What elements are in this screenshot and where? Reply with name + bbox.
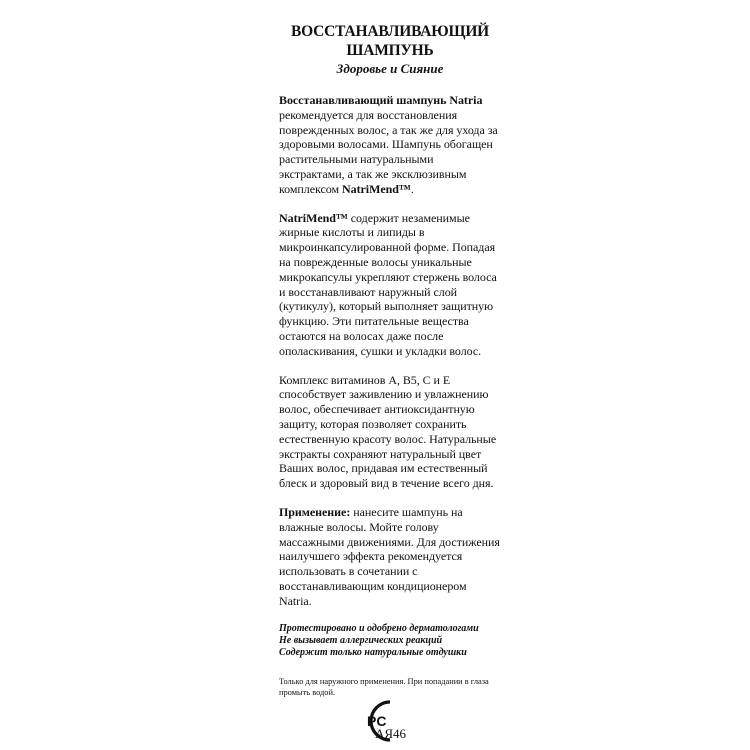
intro-text: рекомендуется для восстановления поврежденных волос, а так же для ухода за здоровыми волосами. Шампунь обогащен растительными натуральными экстрактами, а так же эксклюзивным комплексом <box>279 107 498 196</box>
natrimend-heading: NatriMend™ <box>279 210 348 225</box>
intro-paragraph <box>279 93 501 197</box>
intro-end: . <box>410 181 414 196</box>
usage-warning: Только для наружного применения. При попадании в глаза промыть водой. <box>279 676 489 697</box>
product-title: ВОССТАНАВЛИВАЮЩИЙ ШАМПУНЬ <box>290 23 490 59</box>
product-description <box>279 22 501 708</box>
product-subtitle: Здоровье и Сияние <box>336 61 444 76</box>
natrimend-paragraph <box>279 211 501 359</box>
brand-name: Восстанавливающий шампунь Natria <box>279 93 483 107</box>
vitamins-paragraph: Комплекс витаминов А, В5, С и Е способствует заживлению и увлажнению волос, обеспечивает антиоксидантную защиту, которая позволяет сохранить естественную красоту волос. Натуральные экстракты сохраняют натуральный цвет Ваших волос, придавая им естественный блеск и здоровый вид в течение всего дня. <box>279 372 497 491</box>
natrimend-text: содержит незаменимые жирные кислоты и липиды в микроинкапсулированной форме. Попадая на поврежденные волосы уникальные микрокапсулы укрепляют стержень волоса и восстанавливают наружный слой (кутикулу), который выполняет защитную функцию. Эти питательные вещества остаются на волосах даже после ополаскивания, сушки и укладки волос. <box>279 210 497 358</box>
natrimend-name: NatriMend™ <box>342 181 411 196</box>
usage-text: нанесите шампунь на влажные волосы. Мойте голову массажными движениями. Для достижения наилучшего эффекта рекомендуется использовать в сочетании с восстанавливающим кондиционером Natria. <box>279 504 500 608</box>
claims-list <box>279 623 501 660</box>
certification-code: АЯ46 <box>375 726 407 741</box>
claim-item: Протестировано и одобрено дерматологами <box>279 622 479 634</box>
usage-heading: Применение: <box>279 504 351 519</box>
claim-item: Содержит только натуральные отдушки <box>279 647 467 659</box>
certification-mark-letters: PC <box>367 713 387 729</box>
claim-item: Не вызывает аллергических реакций <box>279 634 443 646</box>
usage-paragraph <box>279 505 501 609</box>
